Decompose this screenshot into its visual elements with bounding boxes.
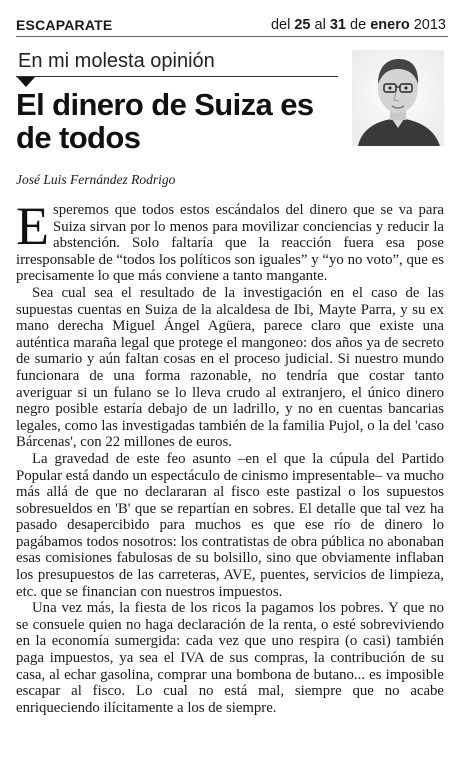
drop-cap: E — [16, 196, 49, 256]
paragraph-4: Una vez más, la fiesta de los ricos la pagamos los pobres. Y que no se consuele quien no haga declaración de la renta, o esté sobreviviendo en la economía sumergida: cada vez que uno respira (o casi) también paga impuestos, ya sea el IVA de sus compras, la contribución de su casa, al echar gasolina, comprar una bombona de butano... es imposible escapar al fisco. Lo cual no está mal, siempre que no acabe enriqueciendo ilícitamente a los de siempre. — [16, 600, 444, 716]
paragraph-1 — [16, 196, 444, 285]
article-body — [16, 196, 444, 716]
date-month: enero — [370, 17, 410, 33]
date-connector: al — [314, 17, 326, 33]
paragraph-1-text: speremos que todos estos escándalos del dinero que se va para Suiza sirvan por lo menos para movilizar conciencias y reducir la abstención. Solo faltaría que la reacción fuera esa pose irresponsable de “todos los políticos son iguales” y “yo no voto”, que es precisamente lo que más conviene a tanto mangante. — [16, 202, 444, 285]
column-rule — [16, 76, 338, 77]
author-portrait — [352, 50, 444, 146]
date-of: de — [350, 17, 367, 33]
date-prefix: del — [270, 17, 291, 33]
issue-date — [271, 17, 448, 36]
date-day-end: 31 — [329, 17, 346, 33]
paragraph-3: La gravedad de este feo asunto –en el que la cúpula del Partido Popular está dando un espectáculo de cinismo impresentable– va mucho más allá de que no declararan al fisco este pastizal o los supuestos sobresueldos en 'B' que se repartían en sobres. El detalle que tal vez ha pasado desapercibido para muchos es que ese río de dinero lo pagábamos todos nosotros: los contratistas de obra pública no abonaban esas comisiones fabulosas de su bolsillo, sino que obviamente inflaban los presupuestos de las carreteras, AVE, puentes, servicios de limpieza, etc. que se financian con nuestros impuestos. — [16, 450, 444, 600]
triangle-pointer-icon — [17, 77, 35, 87]
date-day-start: 25 — [294, 17, 311, 33]
article-title: El dinero de Suiza es de todos — [16, 87, 314, 155]
page-header — [16, 10, 448, 37]
date-year: 2013 — [413, 17, 446, 33]
section-label: ESCAPARATE — [16, 17, 113, 33]
author-byline: José Luis Fernández Rodrigo — [16, 172, 176, 187]
column-name: En mi molesta opinión — [18, 50, 215, 72]
paragraph-2: Sea cual sea el resultado de la investigación en el caso de las supuestas cuentas en Suiza de la alcaldesa de Ibi, Mayte Parra, y su ex mano derecha Miguel Ángel Agüera, parece claro que existe una auténtica maraña legal que protege el mangoneo: dos años ya de secreto de sumario y aún faltan cosas en el proceso judicial. Si nuestro mundo funcionara de una forma razonable, no tendría que costar tanto averiguar si un fulano se lo lleva crudo al extranjero, el único dinero negro posible estaría debajo de un ladrillo, y no en cuentas bancarias legales, como las investigadas también de la familia Pujol, o la del 'caso Bárcenas', con 22 millones de euros. — [16, 284, 444, 451]
